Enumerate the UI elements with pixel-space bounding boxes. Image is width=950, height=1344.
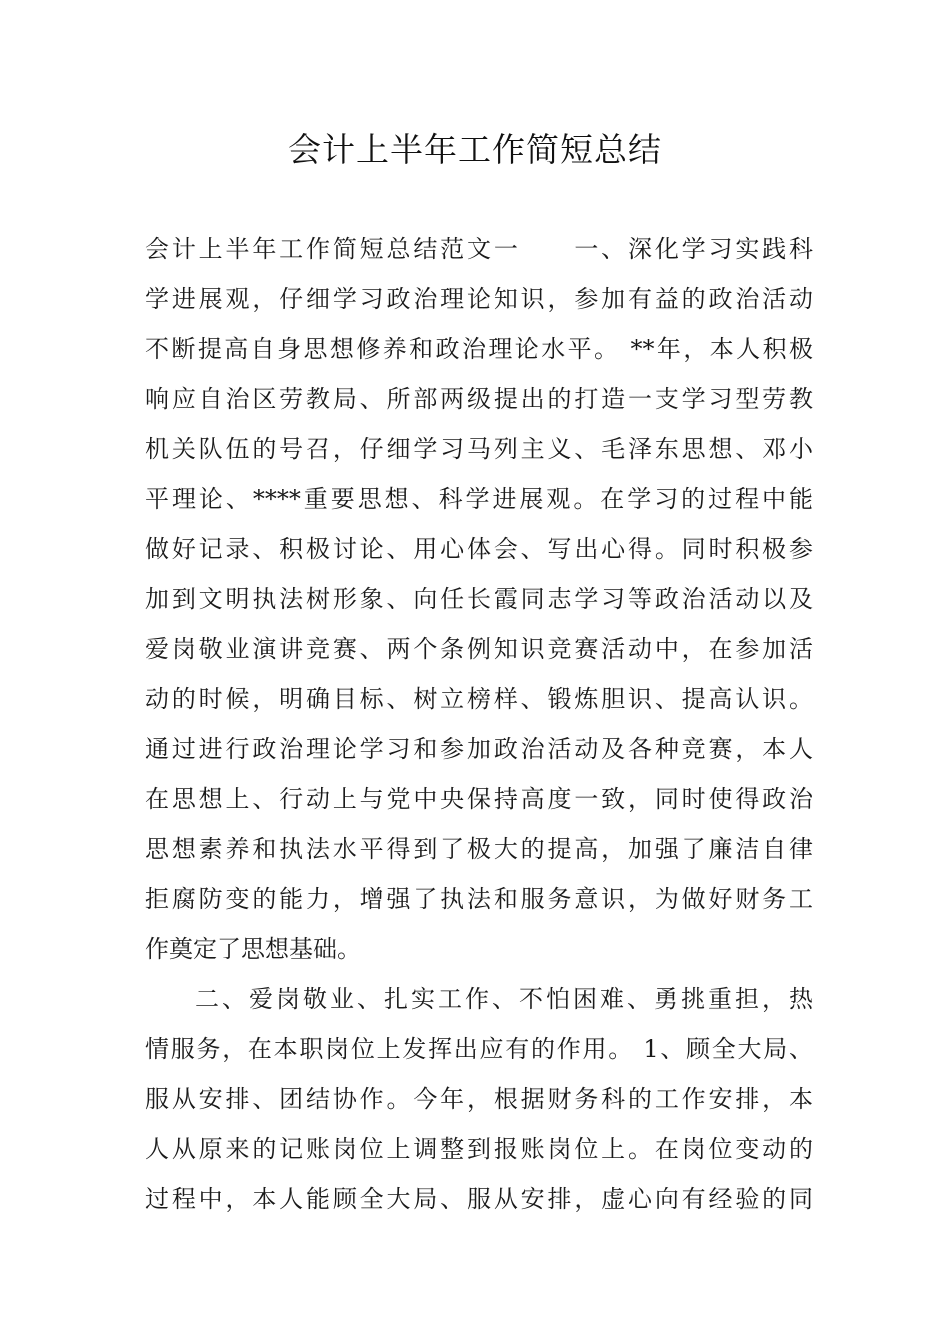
body-line: 会计上半年工作简短总结范文一 一、深化学习实践科 bbox=[145, 235, 813, 263]
body-line: 情服务，在本职岗位上发挥出应有的作用。 1、顾全大局、 bbox=[145, 1035, 813, 1063]
body-line: 过程中，本人能顾全大局、服从安排，虚心向有经验的同 bbox=[145, 1185, 813, 1213]
body-line: 爱岗敬业演讲竞赛、两个条例知识竞赛活动中，在参加活 bbox=[145, 635, 813, 663]
document-body bbox=[145, 224, 813, 1224]
body-line: 加到文明执法树形象、向任长霞同志学习等政治活动以及 bbox=[145, 585, 813, 613]
document-title: 会计上半年工作简短总结 bbox=[288, 130, 662, 169]
body-line: 作奠定了思想基础。 bbox=[145, 935, 361, 963]
body-line: 响应自治区劳教局、所部两级提出的打造一支学习型劳教 bbox=[145, 385, 813, 413]
body-line: 思想素养和执法水平得到了极大的提高，加强了廉洁自律 bbox=[145, 835, 813, 863]
body-line: 人从原来的记账岗位上调整到报账岗位上。在岗位变动的 bbox=[145, 1135, 813, 1163]
body-line: 做好记录、积极讨论、用心体会、写出心得。同时积极参 bbox=[145, 535, 813, 563]
body-line: 拒腐防变的能力，增强了执法和服务意识，为做好财务工 bbox=[145, 885, 813, 913]
body-line: 服从安排、团结协作。今年，根据财务科的工作安排，本 bbox=[145, 1085, 813, 1113]
body-line: 二、爱岗敬业、扎实工作、不怕困难、勇挑重担，热 bbox=[195, 985, 813, 1013]
body-line: 平理论、****重要思想、科学进展观。在学习的过程中能 bbox=[145, 485, 813, 513]
body-line: 通过进行政治理论学习和参加政治活动及各种竞赛，本人 bbox=[145, 735, 813, 763]
body-line: 学进展观，仔细学习政治理论知识，参加有益的政治活动 bbox=[145, 285, 813, 313]
body-line: 在思想上、行动上与党中央保持高度一致，同时使得政治 bbox=[145, 785, 813, 813]
body-line: 动的时候，明确目标、树立榜样、锻炼胆识、提高认识。 bbox=[145, 685, 813, 713]
body-line: 机关队伍的号召，仔细学习马列主义、毛泽东思想、邓小 bbox=[145, 435, 813, 463]
body-line: 不断提高自身思想修养和政治理论水平。 **年，本人积极 bbox=[145, 335, 813, 363]
